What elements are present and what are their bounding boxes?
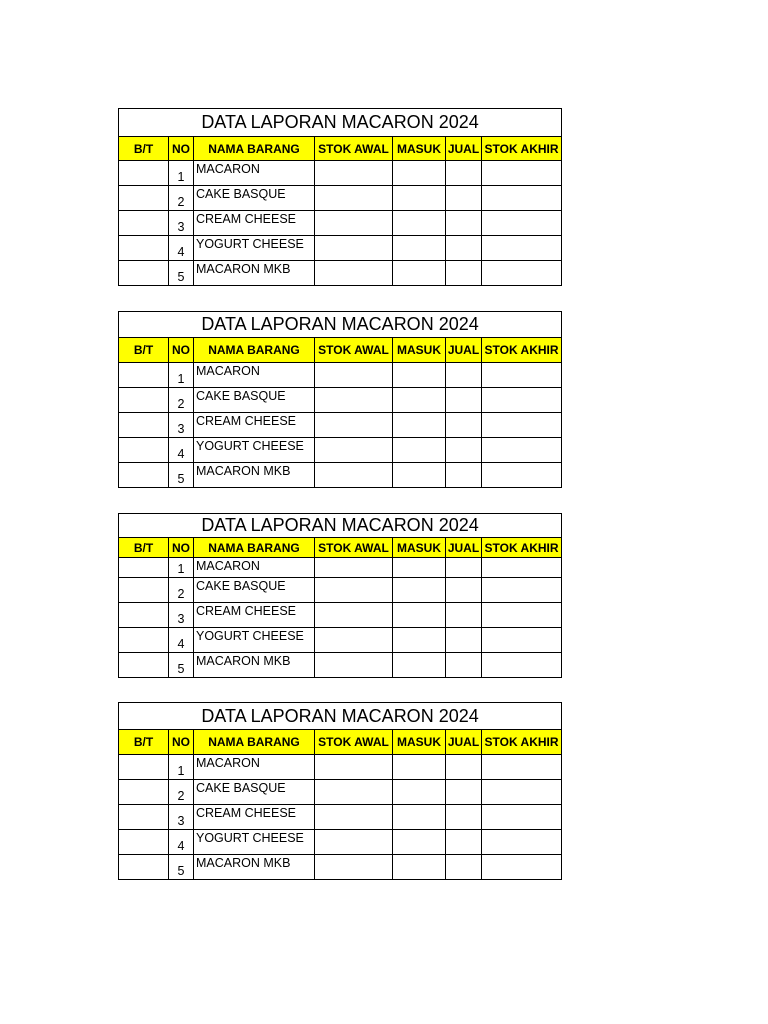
cell-jual <box>446 805 482 830</box>
cell-bt <box>119 653 169 678</box>
cell-jual <box>446 413 482 438</box>
cell-stok-akhir <box>482 413 562 438</box>
cell-masuk <box>393 438 446 463</box>
cell-no: 4 <box>169 830 194 855</box>
header-masuk: MASUK <box>393 338 446 363</box>
cell-jual <box>446 780 482 805</box>
cell-no: 3 <box>169 413 194 438</box>
table-title: DATA LAPORAN MACARON 2024 <box>119 514 562 538</box>
cell-masuk <box>393 261 446 286</box>
cell-masuk <box>393 855 446 880</box>
cell-nama-barang: YOGURT CHEESE <box>194 236 315 261</box>
header-stok-awal: STOK AWAL <box>315 538 393 558</box>
cell-bt <box>119 261 169 286</box>
cell-masuk <box>393 628 446 653</box>
header-bt: B/T <box>119 137 169 161</box>
cell-bt <box>119 388 169 413</box>
table-row <box>119 855 562 880</box>
cell-nama-barang: MACARON MKB <box>194 261 315 286</box>
cell-bt <box>119 413 169 438</box>
cell-bt <box>119 211 169 236</box>
report-table-2 <box>118 311 562 488</box>
cell-masuk <box>393 161 446 186</box>
header-no: NO <box>169 338 194 363</box>
cell-bt <box>119 830 169 855</box>
title-row <box>119 109 562 137</box>
cell-stok-akhir <box>482 558 562 578</box>
cell-bt <box>119 161 169 186</box>
cell-bt <box>119 438 169 463</box>
cell-no: 1 <box>169 755 194 780</box>
header-no: NO <box>169 730 194 755</box>
table-row <box>119 578 562 603</box>
cell-nama-barang: CREAM CHEESE <box>194 413 315 438</box>
header-stok-akhir: STOK AKHIR <box>482 538 562 558</box>
table-title: DATA LAPORAN MACARON 2024 <box>119 312 562 338</box>
cell-no: 5 <box>169 653 194 678</box>
table-row <box>119 413 562 438</box>
cell-masuk <box>393 388 446 413</box>
header-jual: JUAL <box>446 137 482 161</box>
cell-stok-akhir <box>482 438 562 463</box>
header-nama-barang: NAMA BARANG <box>194 538 315 558</box>
table-row <box>119 236 562 261</box>
header-jual: JUAL <box>446 730 482 755</box>
header-row <box>119 137 562 161</box>
cell-bt <box>119 558 169 578</box>
cell-stok-akhir <box>482 186 562 211</box>
cell-stok-awal <box>315 578 393 603</box>
table-row <box>119 603 562 628</box>
header-jual: JUAL <box>446 538 482 558</box>
cell-nama-barang: CAKE BASQUE <box>194 388 315 413</box>
cell-masuk <box>393 186 446 211</box>
cell-nama-barang: MACARON MKB <box>194 855 315 880</box>
table-row <box>119 438 562 463</box>
cell-stok-akhir <box>482 161 562 186</box>
table-row <box>119 363 562 388</box>
cell-stok-akhir <box>482 261 562 286</box>
cell-jual <box>446 830 482 855</box>
cell-nama-barang: YOGURT CHEESE <box>194 830 315 855</box>
cell-nama-barang: CAKE BASQUE <box>194 186 315 211</box>
cell-jual <box>446 236 482 261</box>
cell-no: 2 <box>169 578 194 603</box>
cell-stok-akhir <box>482 780 562 805</box>
cell-stok-awal <box>315 558 393 578</box>
cell-nama-barang: YOGURT CHEESE <box>194 438 315 463</box>
cell-stok-awal <box>315 463 393 488</box>
table-row <box>119 388 562 413</box>
cell-nama-barang: CAKE BASQUE <box>194 780 315 805</box>
cell-jual <box>446 211 482 236</box>
table-row <box>119 653 562 678</box>
header-stok-awal: STOK AWAL <box>315 338 393 363</box>
cell-nama-barang: MACARON <box>194 161 315 186</box>
cell-masuk <box>393 236 446 261</box>
title-row <box>119 312 562 338</box>
cell-stok-akhir <box>482 830 562 855</box>
report-table-3 <box>118 513 562 678</box>
cell-jual <box>446 363 482 388</box>
cell-stok-awal <box>315 363 393 388</box>
cell-bt <box>119 363 169 388</box>
header-stok-akhir: STOK AKHIR <box>482 338 562 363</box>
cell-no: 2 <box>169 186 194 211</box>
cell-stok-akhir <box>482 363 562 388</box>
cell-bt <box>119 855 169 880</box>
cell-no: 3 <box>169 211 194 236</box>
cell-stok-akhir <box>482 211 562 236</box>
cell-masuk <box>393 603 446 628</box>
cell-stok-awal <box>315 261 393 286</box>
cell-jual <box>446 463 482 488</box>
cell-stok-awal <box>315 780 393 805</box>
header-jual: JUAL <box>446 338 482 363</box>
cell-masuk <box>393 211 446 236</box>
cell-jual <box>446 603 482 628</box>
cell-bt <box>119 755 169 780</box>
cell-nama-barang: MACARON MKB <box>194 463 315 488</box>
cell-jual <box>446 628 482 653</box>
cell-masuk <box>393 653 446 678</box>
table-row <box>119 755 562 780</box>
cell-bt <box>119 603 169 628</box>
cell-stok-akhir <box>482 805 562 830</box>
cell-masuk <box>393 463 446 488</box>
cell-masuk <box>393 755 446 780</box>
header-bt: B/T <box>119 538 169 558</box>
cell-masuk <box>393 363 446 388</box>
header-nama-barang: NAMA BARANG <box>194 730 315 755</box>
cell-jual <box>446 161 482 186</box>
cell-stok-akhir <box>482 578 562 603</box>
header-no: NO <box>169 538 194 558</box>
cell-stok-akhir <box>482 236 562 261</box>
cell-nama-barang: CREAM CHEESE <box>194 805 315 830</box>
cell-stok-akhir <box>482 653 562 678</box>
cell-no: 3 <box>169 805 194 830</box>
cell-stok-akhir <box>482 388 562 413</box>
header-nama-barang: NAMA BARANG <box>194 137 315 161</box>
cell-stok-awal <box>315 755 393 780</box>
table-row <box>119 211 562 236</box>
cell-nama-barang: MACARON <box>194 363 315 388</box>
header-nama-barang: NAMA BARANG <box>194 338 315 363</box>
cell-masuk <box>393 805 446 830</box>
cell-nama-barang: MACARON MKB <box>194 653 315 678</box>
cell-masuk <box>393 780 446 805</box>
cell-jual <box>446 388 482 413</box>
cell-no: 1 <box>169 161 194 186</box>
header-stok-awal: STOK AWAL <box>315 730 393 755</box>
header-masuk: MASUK <box>393 730 446 755</box>
cell-stok-akhir <box>482 463 562 488</box>
table-row <box>119 805 562 830</box>
cell-jual <box>446 261 482 286</box>
cell-stok-akhir <box>482 855 562 880</box>
cell-bt <box>119 463 169 488</box>
cell-stok-awal <box>315 805 393 830</box>
cell-no: 2 <box>169 388 194 413</box>
cell-no: 5 <box>169 855 194 880</box>
report-table-4 <box>118 702 562 880</box>
header-row <box>119 538 562 558</box>
cell-no: 1 <box>169 363 194 388</box>
cell-stok-akhir <box>482 603 562 628</box>
cell-no: 4 <box>169 628 194 653</box>
cell-bt <box>119 628 169 653</box>
cell-stok-awal <box>315 161 393 186</box>
cell-stok-awal <box>315 855 393 880</box>
cell-stok-awal <box>315 211 393 236</box>
header-masuk: MASUK <box>393 137 446 161</box>
cell-jual <box>446 578 482 603</box>
cell-stok-awal <box>315 388 393 413</box>
table-row <box>119 780 562 805</box>
cell-bt <box>119 578 169 603</box>
cell-bt <box>119 780 169 805</box>
table-row <box>119 830 562 855</box>
table-title: DATA LAPORAN MACARON 2024 <box>119 109 562 137</box>
header-stok-akhir: STOK AKHIR <box>482 730 562 755</box>
cell-stok-awal <box>315 236 393 261</box>
header-stok-akhir: STOK AKHIR <box>482 137 562 161</box>
table-row <box>119 186 562 211</box>
report-table-1 <box>118 108 562 286</box>
table-row <box>119 558 562 578</box>
cell-stok-awal <box>315 653 393 678</box>
cell-masuk <box>393 413 446 438</box>
cell-nama-barang: MACARON <box>194 558 315 578</box>
cell-bt <box>119 186 169 211</box>
cell-stok-akhir <box>482 755 562 780</box>
cell-jual <box>446 438 482 463</box>
cell-stok-awal <box>315 628 393 653</box>
table-title: DATA LAPORAN MACARON 2024 <box>119 703 562 730</box>
cell-bt <box>119 236 169 261</box>
header-no: NO <box>169 137 194 161</box>
table-row <box>119 261 562 286</box>
cell-jual <box>446 558 482 578</box>
header-bt: B/T <box>119 338 169 363</box>
cell-masuk <box>393 558 446 578</box>
cell-stok-awal <box>315 830 393 855</box>
cell-no: 4 <box>169 438 194 463</box>
cell-nama-barang: MACARON <box>194 755 315 780</box>
title-row <box>119 703 562 730</box>
cell-bt <box>119 805 169 830</box>
table-row <box>119 628 562 653</box>
cell-stok-awal <box>315 603 393 628</box>
header-row <box>119 730 562 755</box>
cell-jual <box>446 755 482 780</box>
title-row <box>119 514 562 538</box>
table-row <box>119 463 562 488</box>
cell-nama-barang: CREAM CHEESE <box>194 211 315 236</box>
cell-stok-akhir <box>482 628 562 653</box>
cell-jual <box>446 653 482 678</box>
cell-jual <box>446 855 482 880</box>
header-stok-awal: STOK AWAL <box>315 137 393 161</box>
cell-jual <box>446 186 482 211</box>
table-row <box>119 161 562 186</box>
cell-nama-barang: CREAM CHEESE <box>194 603 315 628</box>
cell-no: 3 <box>169 603 194 628</box>
cell-masuk <box>393 830 446 855</box>
header-bt: B/T <box>119 730 169 755</box>
cell-masuk <box>393 578 446 603</box>
cell-stok-awal <box>315 186 393 211</box>
cell-no: 1 <box>169 558 194 578</box>
cell-no: 4 <box>169 236 194 261</box>
cell-no: 5 <box>169 261 194 286</box>
cell-nama-barang: CAKE BASQUE <box>194 578 315 603</box>
cell-nama-barang: YOGURT CHEESE <box>194 628 315 653</box>
cell-stok-awal <box>315 413 393 438</box>
header-masuk: MASUK <box>393 538 446 558</box>
cell-no: 2 <box>169 780 194 805</box>
header-row <box>119 338 562 363</box>
cell-stok-awal <box>315 438 393 463</box>
cell-no: 5 <box>169 463 194 488</box>
